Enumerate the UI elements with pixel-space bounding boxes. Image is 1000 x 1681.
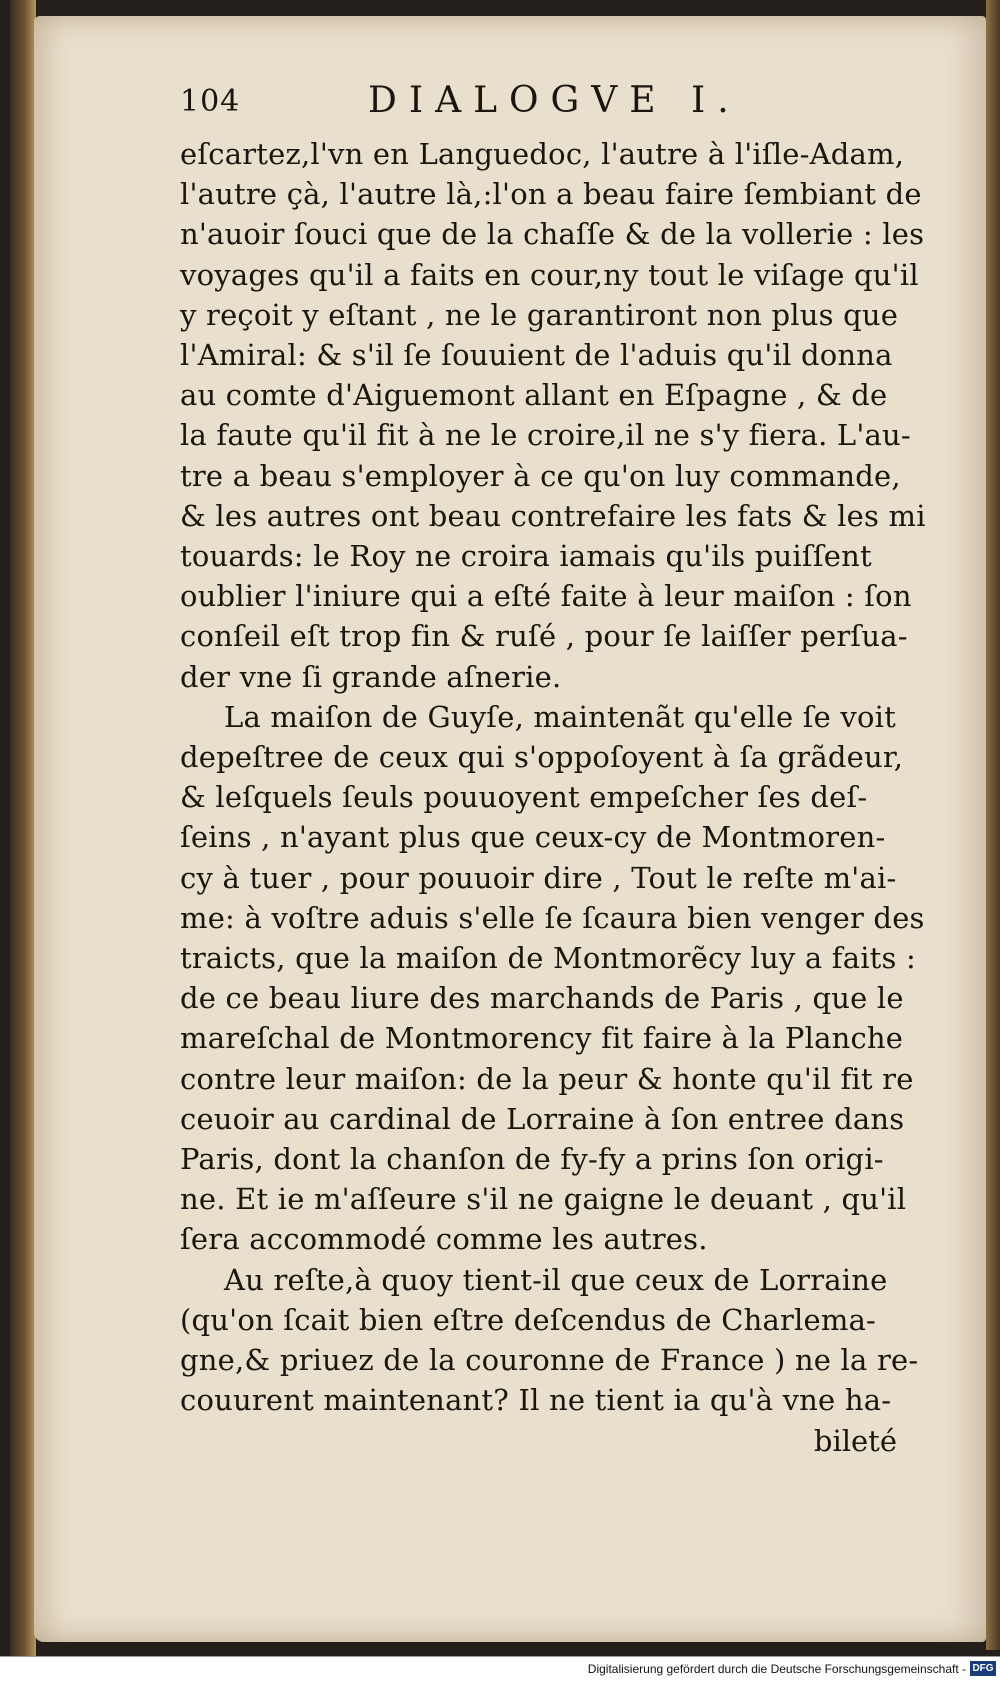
text-line: La maiſon de Guyſe, maintenãt qu'elle ſe voit (224, 699, 897, 734)
funding-credit: Digitalisierung gefördert durch die Deutsche Forschungsgemeinschaft - (587, 1662, 966, 1676)
page-text-block (180, 76, 926, 1461)
text-line: & les autres ont beau contrefaire les fats & les mi (180, 498, 926, 533)
text-line: tre a beau s'employer à ce qu'on luy commande, (180, 458, 901, 493)
text-line: traicts, que la maiſon de Montmorẽcy luy a faits : (180, 941, 916, 976)
footer-bar (0, 1656, 1000, 1681)
text-line: & leſquels ſeuls pouuoyent empeſcher ſes deſ- (180, 780, 868, 815)
text-line: cy à tuer , pour pouuoir dire , Tout le reſte m'ai- (180, 860, 897, 895)
text-line: oublier l'iniure qui a eſté faite à leur maiſon : ſon (180, 579, 912, 614)
body-text (180, 134, 926, 1421)
text-line: voyages qu'il a faits en cour,ny tout le viſage qu'il (180, 257, 919, 292)
text-line: l'autre çà, l'autre là,:l'on a beau faire ſembiant de (180, 177, 922, 212)
page-header (180, 76, 915, 128)
text-line: ceuoir au cardinal de Lorraine à ſon entree dans (180, 1101, 905, 1136)
text-line: couurent maintenant? Il ne tient ia qu'à vne ha- (180, 1383, 892, 1418)
text-line: eſcartez,l'vn en Languedoc, l'autre à l'iſle-Adam, (180, 137, 905, 171)
text-line: ſera accommodé comme les autres. (180, 1222, 708, 1257)
text-line: gne,& priuez de la couronne de France ) ne la re- (180, 1343, 919, 1378)
text-line: n'auoir ſouci que de la chaſſe & de la vollerie : les (180, 217, 925, 252)
text-line: conſeil eſt trop fin & ruſé , pour ſe laiſſer perſua- (180, 619, 908, 654)
text-line: me: à voſtre aduis s'elle ſe ſcaura bien venger des (180, 900, 925, 935)
text-line: Paris, dont la chanſon de fy-fy a prins ſon origi- (180, 1142, 884, 1177)
text-line: au comte d'Aiguemont allant en Eſpagne , & de (180, 378, 888, 413)
text-line: Au reſte,à quoy tient-il que ceux de Lorraine (224, 1262, 888, 1297)
text-line: l'Amiral: & s'il ſe ſouuient de l'aduis qu'il donna (180, 338, 893, 373)
text-line: der vne ſi grande aſnerie. (180, 659, 562, 694)
text-line: mareſchal de Montmorency fit faire à la Planche (180, 1021, 904, 1056)
dfg-logo: DFG (970, 1661, 996, 1676)
text-line: ſeins , n'ayant plus que ceux-cy de Montmoren- (180, 820, 886, 855)
text-line: depeſtree de ceux qui s'oppoſoyent à ſa grãdeur, (180, 740, 904, 775)
text-line: touards: le Roy ne croira iamais qu'ils puiſſent (180, 539, 872, 574)
book-edge-left (10, 0, 36, 1660)
text-line: contre leur maiſon: de la peur & honte qu'il fit re (180, 1061, 914, 1096)
text-line: ne. Et ie m'aſſeure s'il ne gaigne le deuant , qu'il (180, 1182, 907, 1217)
page-number: 104 (180, 84, 241, 119)
text-line: y reçoit y eſtant , ne le garantiront non plus que (180, 297, 899, 332)
book-edge-right (986, 0, 1000, 1650)
text-line: de ce beau liure des marchands de Paris , que le (180, 981, 904, 1016)
running-head: DIALOGVE I. (368, 80, 741, 121)
text-line: (qu'on ſcait bien eſtre deſcendus de Charlema- (180, 1302, 877, 1337)
catchword: bileté (813, 1423, 897, 1458)
text-line: la faute qu'il fit à ne le croire,il ne s'y fiera. L'au- (180, 418, 911, 453)
